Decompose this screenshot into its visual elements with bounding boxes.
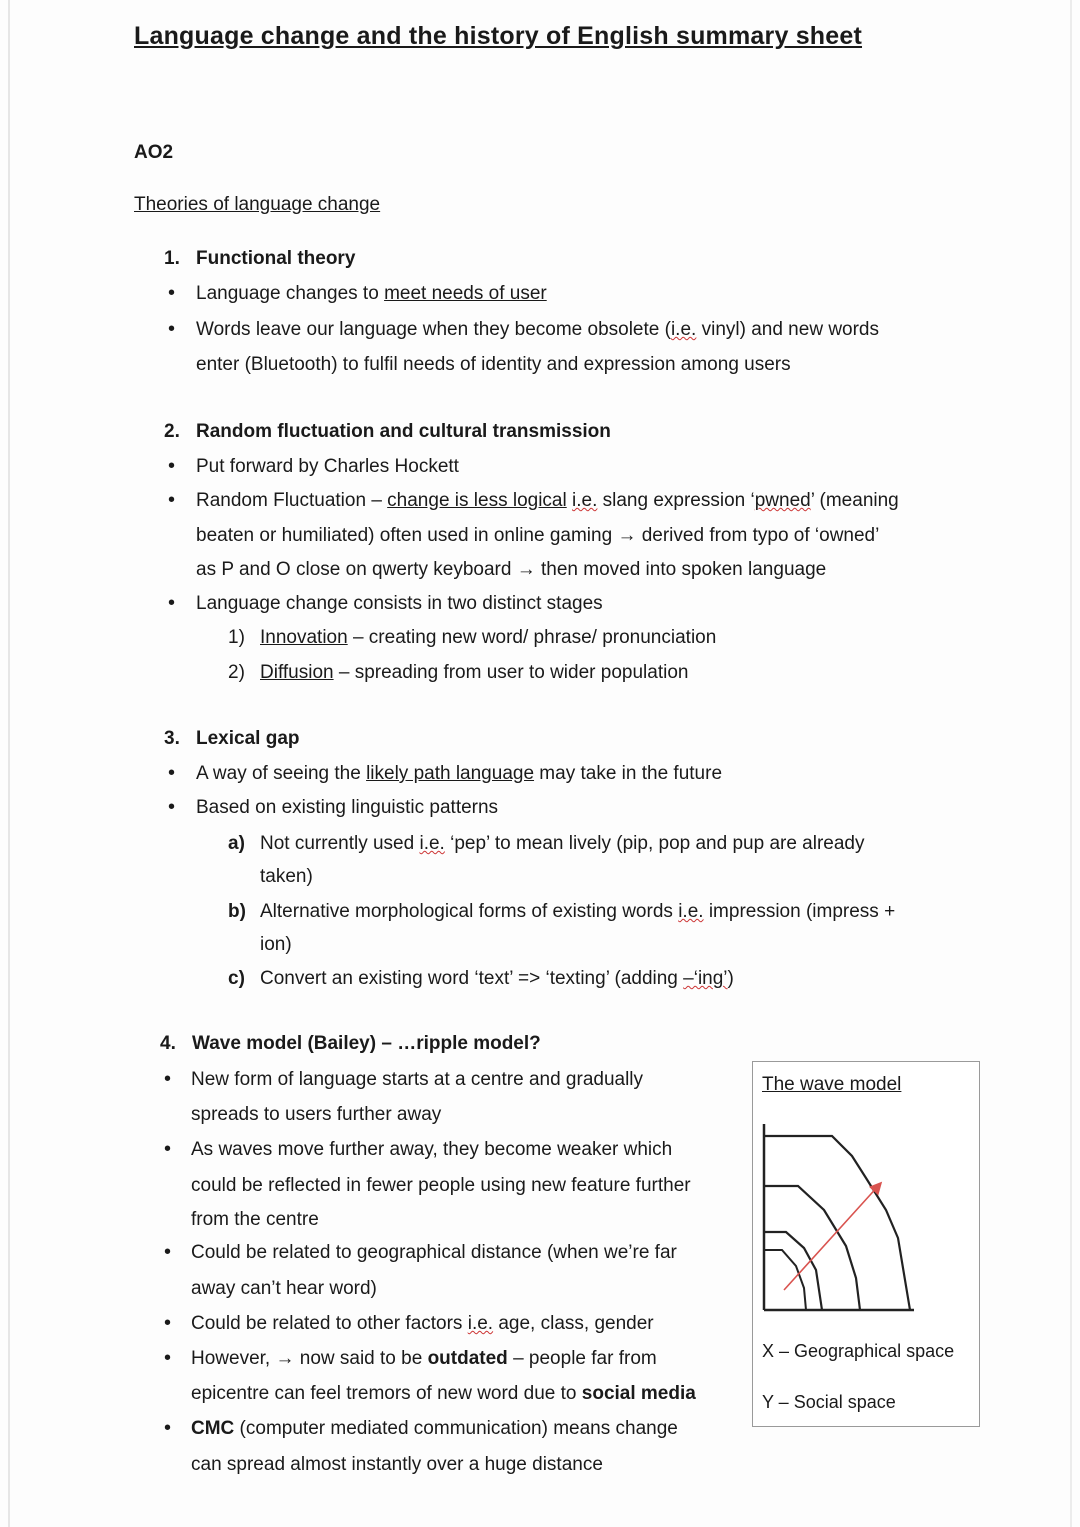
s2-bullet-2-line-2: beaten or humiliated) often used in online gaming → derived from typo of ‘owned’ (196, 525, 880, 546)
ie-abbrev: i.e. (419, 833, 445, 854)
sub-item-number: 2) (228, 662, 245, 683)
s3-a-text: Not currently used (260, 833, 420, 854)
bullet-icon: • (164, 1068, 172, 1090)
axes (764, 1124, 914, 1310)
s2-bullet-2-line-3: as P and O close on qwerty keyboard → then moved into spoken language (196, 559, 827, 580)
s4-b5-end: – people far from (507, 1348, 657, 1369)
s2-sub-item-2 (228, 660, 688, 686)
section-3-number: 3. (164, 728, 180, 749)
section-heading: Theories of language change (134, 194, 381, 215)
bullet-icon: • (164, 1138, 172, 1160)
page-edge-right (1070, 0, 1072, 1527)
s1-b2-text: Words leave our language when they become obsolete ( (196, 319, 671, 340)
s3-item-a-line-1 (228, 831, 865, 857)
s1-b2-text-end: vinyl) and new words (696, 319, 880, 340)
ie-abbrev: i.e. (678, 901, 704, 922)
s2-b2-text: Random Fluctuation – (196, 490, 388, 511)
s3-item-a-line-2: taken) (260, 866, 313, 887)
social-media-term: social media (581, 1383, 696, 1404)
section-1-title: Functional theory (196, 248, 356, 269)
s1-b1-text: Language changes to (196, 283, 385, 304)
bullet-icon: • (168, 318, 176, 340)
wave-ring-innermost (764, 1250, 806, 1310)
section-2-number: 2. (164, 421, 180, 442)
s2-sub-item-1 (228, 625, 716, 651)
bullet-icon: • (168, 489, 176, 511)
s3-b-end: impression (impress + (703, 901, 896, 922)
section-2-title: Random fluctuation and cultural transmission (196, 421, 611, 442)
bullet-icon: • (164, 1347, 172, 1369)
wave-model-title: The wave model (762, 1074, 902, 1095)
innovation-term: Innovation (260, 627, 348, 648)
wave-model-y-label: Y – Social space (762, 1392, 896, 1412)
section-4-number: 4. (160, 1033, 176, 1054)
s3-b1-underlined: likely path language (366, 763, 535, 784)
s2-bullet-3: Language change consists in two distinct stages (196, 593, 603, 614)
sub-item-number: 1) (228, 627, 245, 648)
s2-bullet-1: Put forward by Charles Hockett (196, 456, 459, 477)
s4-bullet-2-line-1: As waves move further away, they become weaker which (191, 1139, 673, 1160)
ie-abbrev: i.e. (467, 1313, 494, 1334)
s4-b6-text: (computer mediated communication) means change (234, 1418, 678, 1439)
wave-model-x-label: X – Geographical space (762, 1341, 955, 1361)
s4-bullet-4 (191, 1311, 654, 1337)
diffusion-term: Diffusion (260, 662, 334, 683)
s4-bullet-3-line-2: away can’t hear word) (191, 1278, 377, 1299)
s3-b1-end: may take in the future (534, 763, 723, 784)
s3-a-end: ‘pep’ to mean lively (pip, pop and pup are already (444, 833, 865, 854)
s4-b5-l2-text: epicentre can feel tremors of new word due to (191, 1383, 582, 1404)
s4-bullet-5-line-2 (191, 1381, 696, 1407)
s4-bullet-1-line-1: New form of language starts at a centre and gradually (191, 1069, 644, 1090)
bullet-icon: • (164, 1417, 172, 1439)
bullet-icon: • (168, 762, 176, 784)
s4-b4-end: age, class, gender (493, 1313, 654, 1334)
section-4-heading (160, 1033, 541, 1055)
bullet-icon: • (164, 1312, 172, 1334)
wave-ring-outer (764, 1136, 910, 1310)
s2-b2-underlined: change is less logical (387, 490, 567, 511)
s4-bullet-5-line-1 (191, 1346, 657, 1372)
s3-bullet-2: Based on existing linguistic patterns (196, 797, 499, 818)
item-letter: a) (228, 833, 245, 854)
s4-b5-text: However, → now said to be (191, 1348, 428, 1369)
outdated-term: outdated (427, 1348, 508, 1369)
section-4-title: Wave model (Bailey) – …ripple model? (192, 1033, 541, 1054)
s3-b-text: Alternative morphological forms of existing words (260, 901, 679, 922)
cmc-term: CMC (191, 1418, 235, 1439)
s3-bullet-1 (196, 761, 722, 787)
spread-arrow (784, 1184, 880, 1290)
page-edge-left (8, 0, 10, 1527)
s4-bullet-3-line-1: Could be related to geographical distance (when we’re far (191, 1242, 677, 1263)
s1-bullet-1 (196, 281, 547, 307)
bullet-icon: • (168, 455, 176, 477)
s1-bullet-2-line-2: enter (Bluetooth) to fulfil needs of identity and expression among users (196, 354, 791, 375)
ie-abbrev: i.e. (670, 319, 697, 340)
item-letter: b) (228, 901, 246, 922)
bullet-icon: • (168, 592, 176, 614)
innovation-definition: – creating new word/ phrase/ pronunciation (347, 627, 717, 648)
s1-bullet-2-line-1 (196, 317, 879, 343)
section-3-title: Lexical gap (196, 728, 300, 749)
bullet-icon: • (164, 1241, 172, 1263)
s3-item-c-line-1 (228, 966, 734, 992)
s2-b2-mid: slang expression ‘ (597, 490, 755, 511)
s2-b2-end: ’ (meaning (810, 490, 899, 511)
s4-b4-text: Could be related to other factors (191, 1313, 468, 1334)
ie-abbrev: i.e. (572, 490, 598, 511)
page-title: Language change and the history of English summary sheet (134, 22, 863, 50)
s4-bullet-2-line-3: from the centre (191, 1209, 319, 1230)
bullet-icon: • (168, 282, 176, 304)
s1-b1-underlined: meet needs of user (384, 283, 547, 304)
pwned-word: pwned (754, 490, 811, 511)
s2-bullet-2-line-1 (196, 488, 899, 514)
s3-c-text: Convert an existing word ‘text’ => ‘texting’ (adding (260, 968, 684, 989)
wave-ring-inner (764, 1232, 822, 1310)
s3-item-b-line-2: ion) (260, 934, 292, 955)
bullet-icon: • (168, 796, 176, 818)
s3-b1-text: A way of seeing the (196, 763, 367, 784)
s4-bullet-1-line-2: spreads to users further away (191, 1104, 442, 1125)
diffusion-definition: – spreading from user to wider population (333, 662, 689, 683)
s4-bullet-2-line-2: could be reflected in fewer people using new feature further (191, 1175, 691, 1196)
s3-item-b-line-1 (228, 899, 895, 925)
section-3-heading (164, 728, 300, 750)
s3-c-end: ) (727, 968, 734, 989)
section-2-heading (164, 421, 611, 443)
assessment-objective-label: AO2 (134, 142, 174, 163)
s4-bullet-6-line-2: can spread almost instantly over a huge distance (191, 1454, 603, 1475)
ing-suffix: –‘ing’ (683, 968, 728, 989)
s4-bullet-6-line-1 (191, 1416, 678, 1442)
wave-ring-middle (764, 1186, 860, 1310)
section-1-heading (164, 248, 355, 270)
section-1-number: 1. (164, 248, 180, 269)
item-letter: c) (228, 968, 245, 989)
wave-model-diagram (760, 1118, 920, 1314)
